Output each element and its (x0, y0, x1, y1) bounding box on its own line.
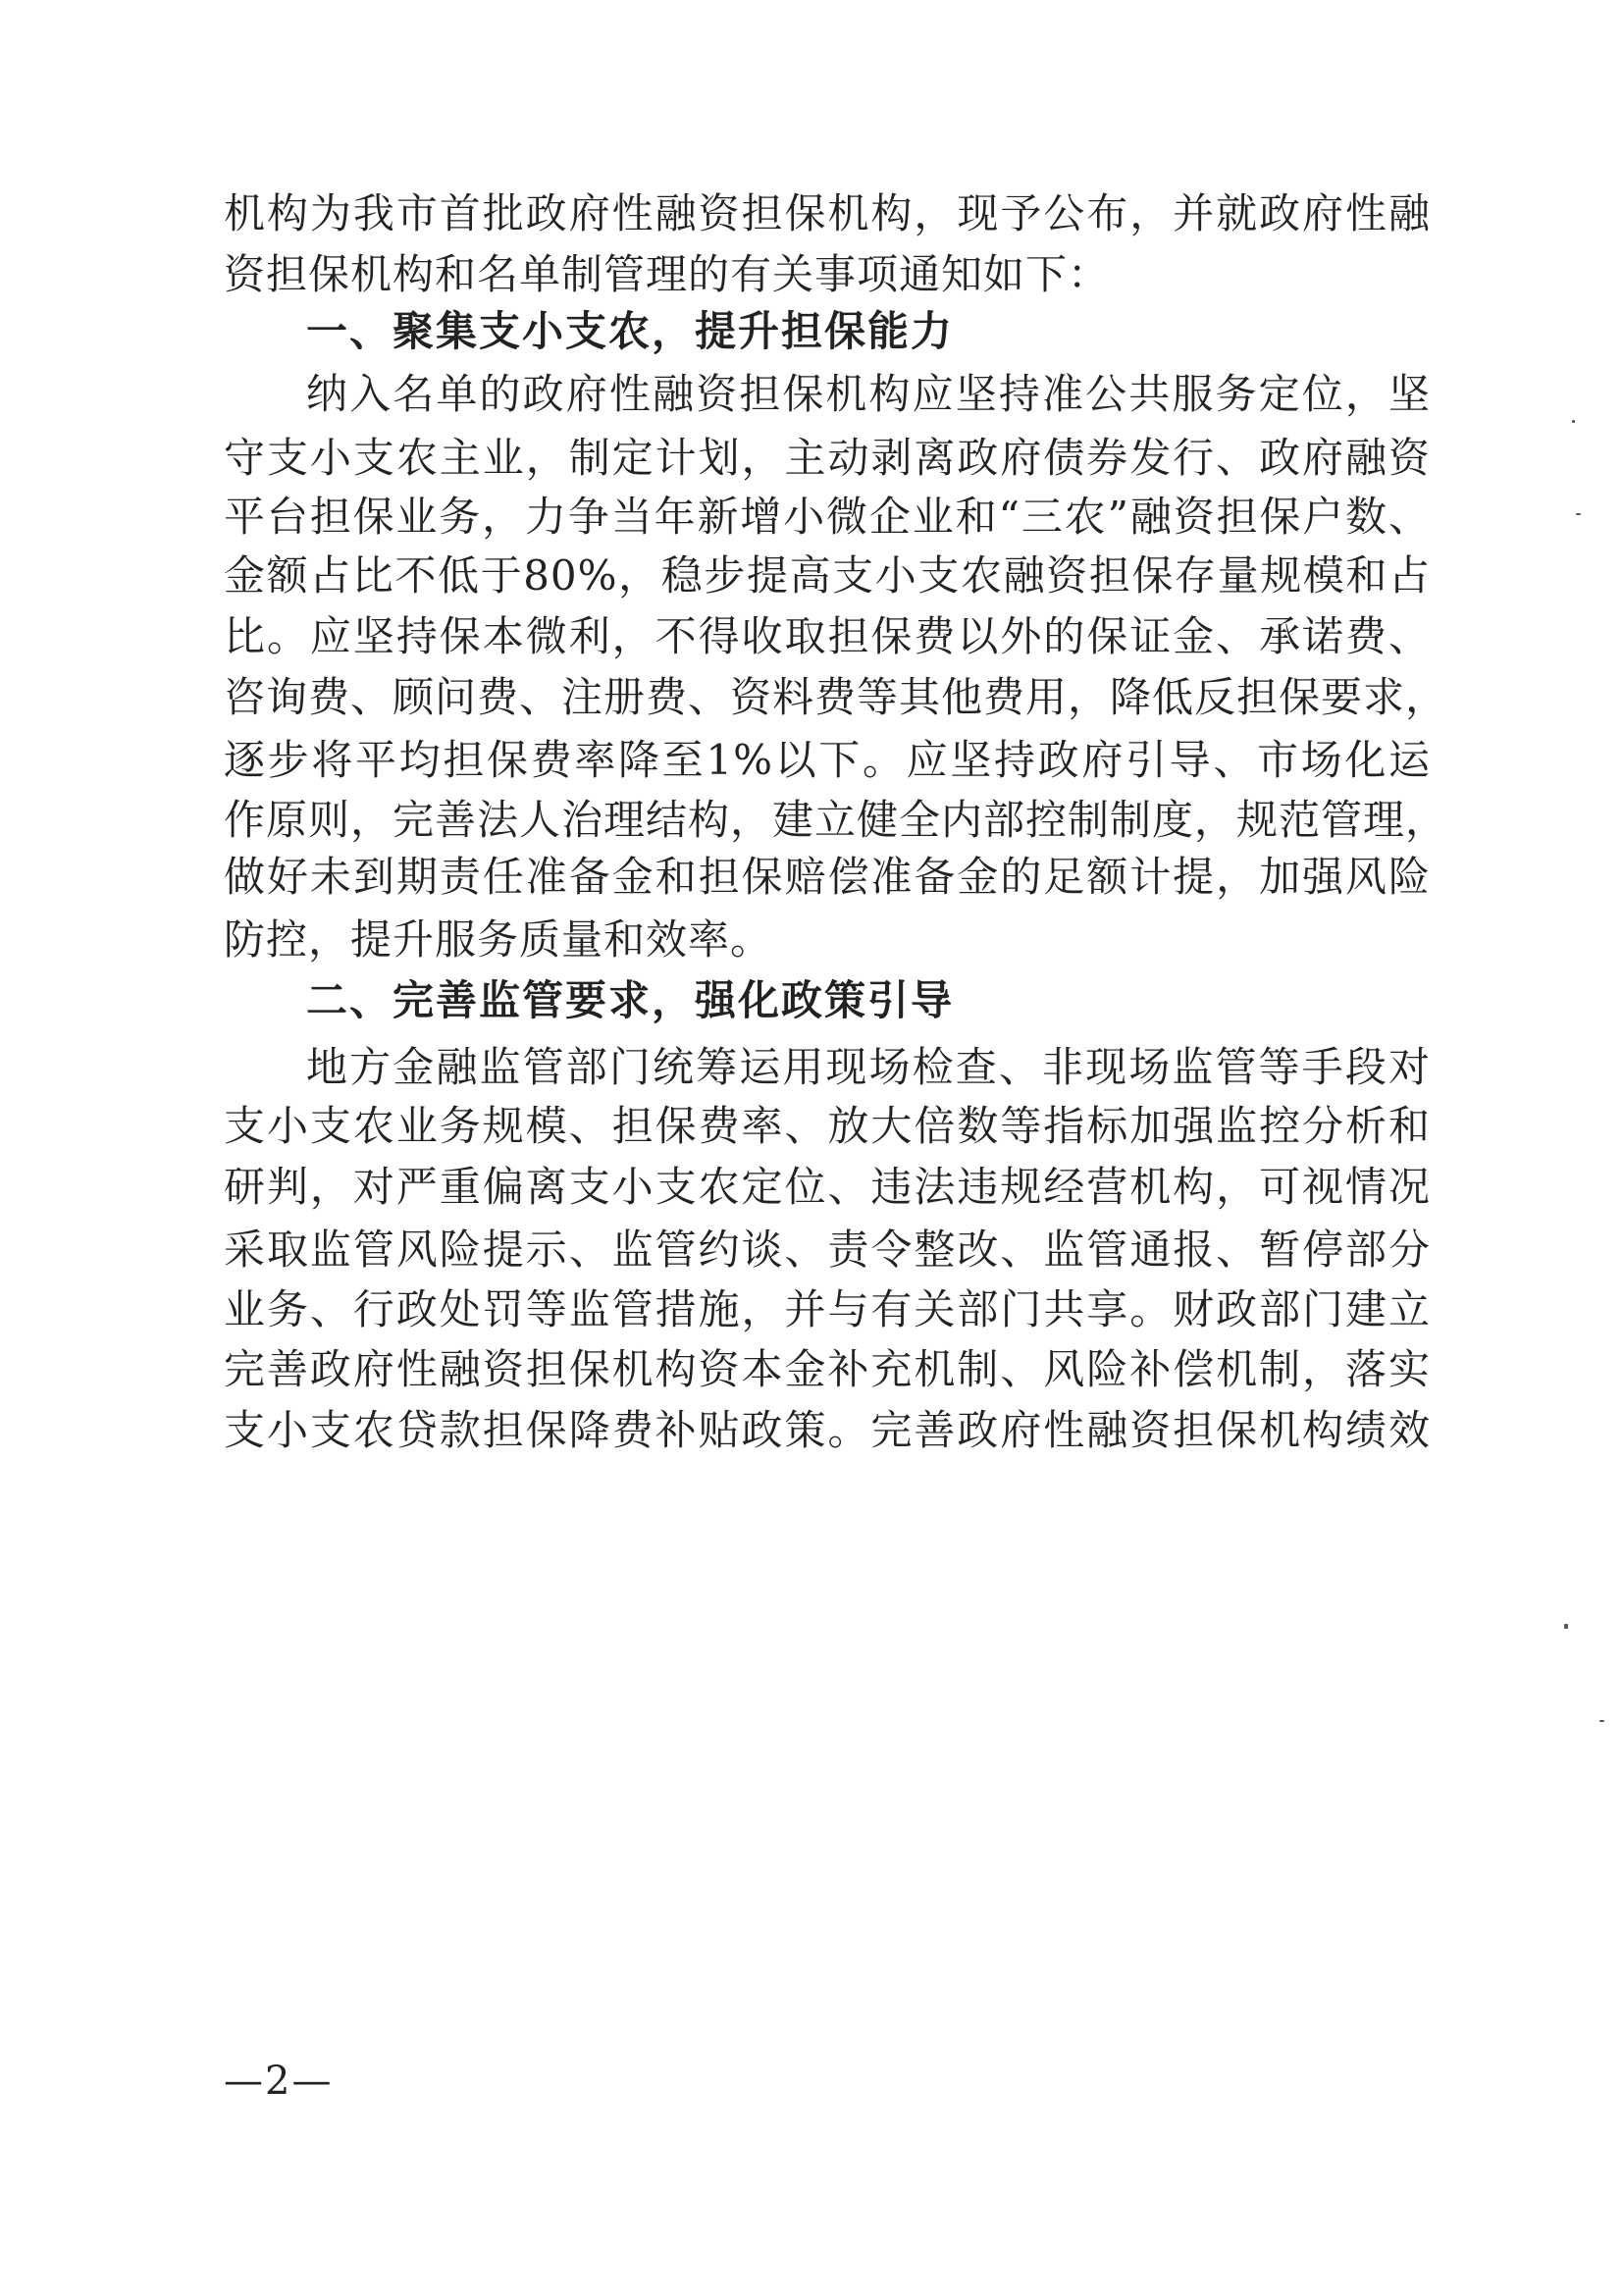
paragraph-line: 做好未到期责任准备金和担保赔偿准备金的足额计提，加强风险 (224, 853, 1431, 901)
paragraph-line: 支小支农业务规模、担保费率、放大倍数等指标加强监控分析和 (224, 1102, 1431, 1150)
paragraph-line: 机构为我市首批政府性融资担保机构，现予公布，并就政府性融 (224, 189, 1431, 237)
paragraph-line: 咨询费、顾问费、注册费、资料费等其他费用，降低反担保要求， (224, 673, 1448, 721)
page-number: —2— (224, 2059, 334, 2104)
section-heading: 二、完善监管要求，强化政策引导 (306, 976, 955, 1024)
paragraph-line: 防控，提升服务质量和效率。 (224, 915, 773, 964)
paragraph-line: 金额占比不低于80%，稳步提高支小支农融资担保存量规模和占 (224, 551, 1431, 600)
paragraph-line: 研判，对严重偏离支小支农定位、违法违规经营机构，可视情况 (224, 1163, 1431, 1211)
paragraph-line: 地方金融监管部门统筹运用现场检查、非现场监管等手段对 (306, 1043, 1431, 1091)
paragraph-line: 采取监管风险提示、监管约谈、责令整改、监管通报、暂停部分 (224, 1226, 1431, 1274)
scan-speck (1564, 1624, 1568, 1629)
paragraph-line: 比。应坚持保本微利，不得收取担保费以外的保证金、承诺费、 (224, 612, 1431, 660)
paragraph-line: 平台担保业务，力争当年新增小微企业和“三农”融资担保户数、 (224, 493, 1431, 541)
paragraph-line: 业务、行政处罚等监管措施，并与有关部门共享。财政部门建立 (224, 1285, 1431, 1333)
scan-speck (1599, 1720, 1604, 1722)
paragraph-line: 资担保机构和名单制管理的有关事项通知如下： (224, 250, 1111, 298)
paragraph-line: 支小支农贷款担保降费补贴政策。完善政府性融资担保机构绩效 (224, 1406, 1431, 1454)
paragraph-line: 逐步将平均担保费率降至1%以下。应坚持政府引导、市场化运 (224, 736, 1431, 784)
paragraph-line: 作原则，完善法人治理结构，建立健全内部控制制度，规范管理， (224, 796, 1448, 844)
paragraph-line: 完善政府性融资担保机构资本金补充机制、风险补偿机制，落实 (224, 1345, 1431, 1393)
paragraph-line: 守支小支农主业，制定计划，主动剥离政府债券发行、政府融资 (224, 434, 1431, 482)
scan-speck (1576, 513, 1581, 515)
section-heading: 一、聚集支小支农，提升担保能力 (306, 307, 955, 355)
paragraph-line: 纳入名单的政府性融资担保机构应坚持准公共服务定位，坚 (306, 370, 1431, 418)
scan-speck (1572, 420, 1575, 423)
